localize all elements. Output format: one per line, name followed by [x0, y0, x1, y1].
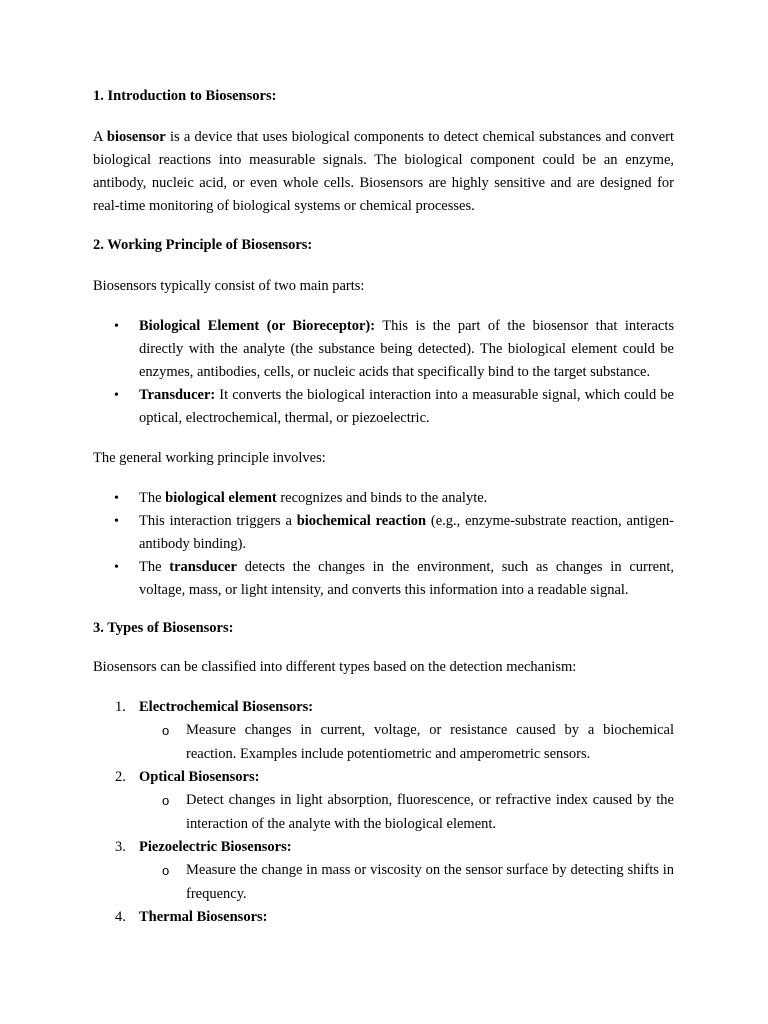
list-item-step-reaction — [93, 510, 674, 556]
circle-bullet-icon: o — [162, 863, 170, 878]
intro-text-rest: is a device that uses biological components to detect chemical substances and convert biological reactions into measurable signals. The biological component could be an enzyme, antibody, nucleic acid, or even whole cells. Biosensors are highly sensitive and are designed for real-time monitoring of biological systems or chemical processes. — [93, 129, 675, 214]
type-details — [139, 859, 674, 906]
biosensor-types-list — [93, 696, 674, 929]
step-text-pre: The — [139, 490, 166, 506]
type-detail-item — [139, 719, 674, 766]
type-description: Measure changes in current, voltage, or resistance caused by a biochemical reaction. Examples include potentiometric and amperometric sensors. — [186, 722, 674, 762]
type-title: Piezoelectric Biosensors: — [139, 839, 292, 855]
intro-paragraph — [93, 126, 674, 218]
section-heading-working-principle: 2. Working Principle of Biosensors: — [93, 237, 313, 253]
circle-bullet-icon: o — [162, 793, 170, 808]
type-details — [139, 719, 674, 766]
part-description: It converts the biological interaction into a measurable signal, which could be optical, electrochemical, thermal, or piezoelectric. — [139, 387, 674, 426]
part-title: Biological Element (or Bioreceptor): — [139, 318, 376, 334]
step-term: biological element — [165, 490, 277, 506]
bullet-icon: • — [114, 514, 119, 529]
working-intro: Biosensors typically consist of two main parts: — [93, 278, 365, 294]
list-item-biological-element — [93, 315, 674, 384]
type-item-optical — [93, 766, 674, 836]
bullet-icon: • — [114, 388, 119, 403]
item-number: 2. — [115, 769, 126, 785]
bullet-icon: • — [114, 491, 119, 506]
types-intro: Biosensors can be classified into different types based on the detection mechanism: — [93, 659, 577, 675]
bullet-icon: • — [114, 319, 119, 334]
step-term: biochemical reaction — [296, 513, 427, 529]
part-title: Transducer: — [139, 387, 216, 403]
type-title: Optical Biosensors: — [139, 769, 260, 785]
main-parts-list — [93, 315, 674, 430]
item-number: 3. — [115, 839, 126, 855]
section-heading-introduction: 1. Introduction to Biosensors: — [93, 88, 277, 104]
list-item-transducer — [93, 384, 674, 430]
type-detail-item — [139, 859, 674, 906]
type-item-electrochemical — [93, 696, 674, 766]
step-text-pre: The — [139, 559, 170, 575]
type-title: Electrochemical Biosensors: — [139, 699, 314, 715]
type-item-piezoelectric — [93, 836, 674, 906]
principle-steps-list — [93, 487, 674, 602]
part-description: This is the part of the biosensor that interacts directly with the analyte (the substance being detected). The biological element could be enzymes, antibodies, cells, or nucleic acids that specifically bind to the target substance. — [139, 318, 674, 380]
type-description: Detect changes in light absorption, fluorescence, or refractive index caused by the interaction of the analyte with the biological element. — [186, 792, 674, 832]
step-text-pre: This interaction triggers a — [139, 513, 297, 529]
list-item-step-transduction — [93, 556, 674, 602]
bullet-icon: • — [114, 560, 119, 575]
step-text-post: (e.g., enzyme-substrate reaction, antigen-antibody binding). — [139, 513, 674, 552]
item-number: 1. — [115, 699, 126, 715]
step-text-post: recognizes and binds to the analyte. — [276, 490, 488, 506]
intro-text-start: A — [93, 129, 107, 145]
type-title: Thermal Biosensors: — [139, 909, 268, 925]
principle-intro: The general working principle involves: — [93, 450, 326, 466]
section-heading-types: 3. Types of Biosensors: — [93, 620, 234, 636]
type-item-thermal — [93, 906, 674, 929]
step-term: transducer — [169, 559, 237, 575]
step-text-post: detects the changes in the environment, such as changes in current, voltage, mass, or light intensity, and converts this information into a readable signal. — [139, 559, 674, 598]
list-item-step-recognition — [93, 487, 674, 510]
item-number: 4. — [115, 909, 126, 925]
type-details — [139, 789, 674, 836]
intro-term-biosensor: biosensor — [106, 129, 166, 145]
type-detail-item — [139, 789, 674, 836]
type-description: Measure the change in mass or viscosity on the sensor surface by detecting shifts in frequency. — [186, 862, 674, 902]
circle-bullet-icon: o — [162, 723, 170, 738]
